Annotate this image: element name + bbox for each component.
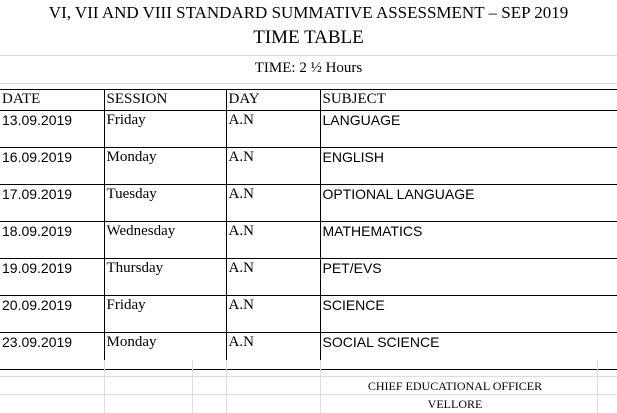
cell-date: 18.09.2019 (0, 222, 104, 259)
cell-day: A.N (226, 333, 320, 370)
cell-date: 20.09.2019 (0, 296, 104, 333)
cell-session: Friday (104, 111, 226, 148)
table-row (0, 111, 617, 148)
table-row (0, 222, 617, 259)
column-header-subject: SUBJECT (320, 90, 617, 111)
grid-line (104, 360, 105, 413)
grid-line (597, 360, 598, 413)
cell-subject: SCIENCE (320, 296, 617, 333)
cell-day: A.N (226, 222, 320, 259)
cell-session: Monday (104, 148, 226, 185)
cell-date: 13.09.2019 (0, 111, 104, 148)
signatory-title: CHIEF EDUCATIONAL OFFICER (367, 379, 543, 393)
cell-session: Thursday (104, 259, 226, 296)
column-header-session: SESSION (104, 90, 226, 111)
signatory-place: VELLORE (427, 397, 483, 411)
cell-day: A.N (226, 148, 320, 185)
cell-date: 17.09.2019 (0, 185, 104, 222)
cell-subject: OPTIONAL LANGUAGE (320, 185, 617, 222)
grid-line (226, 360, 227, 413)
grid-line (320, 360, 321, 413)
cell-date: 16.09.2019 (0, 148, 104, 185)
cell-day: A.N (226, 185, 320, 222)
cell-date: 23.09.2019 (0, 333, 104, 370)
document-title: VI, VII AND VIII STANDARD SUMMATIVE ASSESSMENT – SEP 2019 (48, 3, 569, 22)
cell-session: Tuesday (104, 185, 226, 222)
divider (0, 83, 617, 84)
cell-day: A.N (226, 296, 320, 333)
cell-day: A.N (226, 259, 320, 296)
table-row (0, 333, 617, 370)
document-subtitle: TIME TABLE (253, 27, 364, 48)
cell-subject: MATHEMATICS (320, 222, 617, 259)
column-header-date: DATE (0, 90, 104, 111)
exam-duration: TIME: 2 ½ Hours (254, 60, 363, 76)
column-header-day: DAY (226, 90, 320, 111)
cell-day: A.N (226, 111, 320, 148)
cell-date: 19.09.2019 (0, 259, 104, 296)
cell-session: Wednesday (104, 222, 226, 259)
table-row (0, 259, 617, 296)
table-header-row (0, 90, 617, 111)
divider (0, 55, 617, 56)
cell-subject: LANGUAGE (320, 111, 617, 148)
table-row (0, 148, 617, 185)
grid-line (192, 360, 193, 413)
table-row (0, 296, 617, 333)
grid-line (0, 394, 617, 395)
table-row (0, 185, 617, 222)
cell-session: Friday (104, 296, 226, 333)
cell-session: Monday (104, 333, 226, 370)
grid-line (0, 376, 617, 377)
timetable (0, 89, 617, 370)
cell-subject: ENGLISH (320, 148, 617, 185)
cell-subject: PET/EVS (320, 259, 617, 296)
cell-subject: SOCIAL SCIENCE (320, 333, 617, 370)
